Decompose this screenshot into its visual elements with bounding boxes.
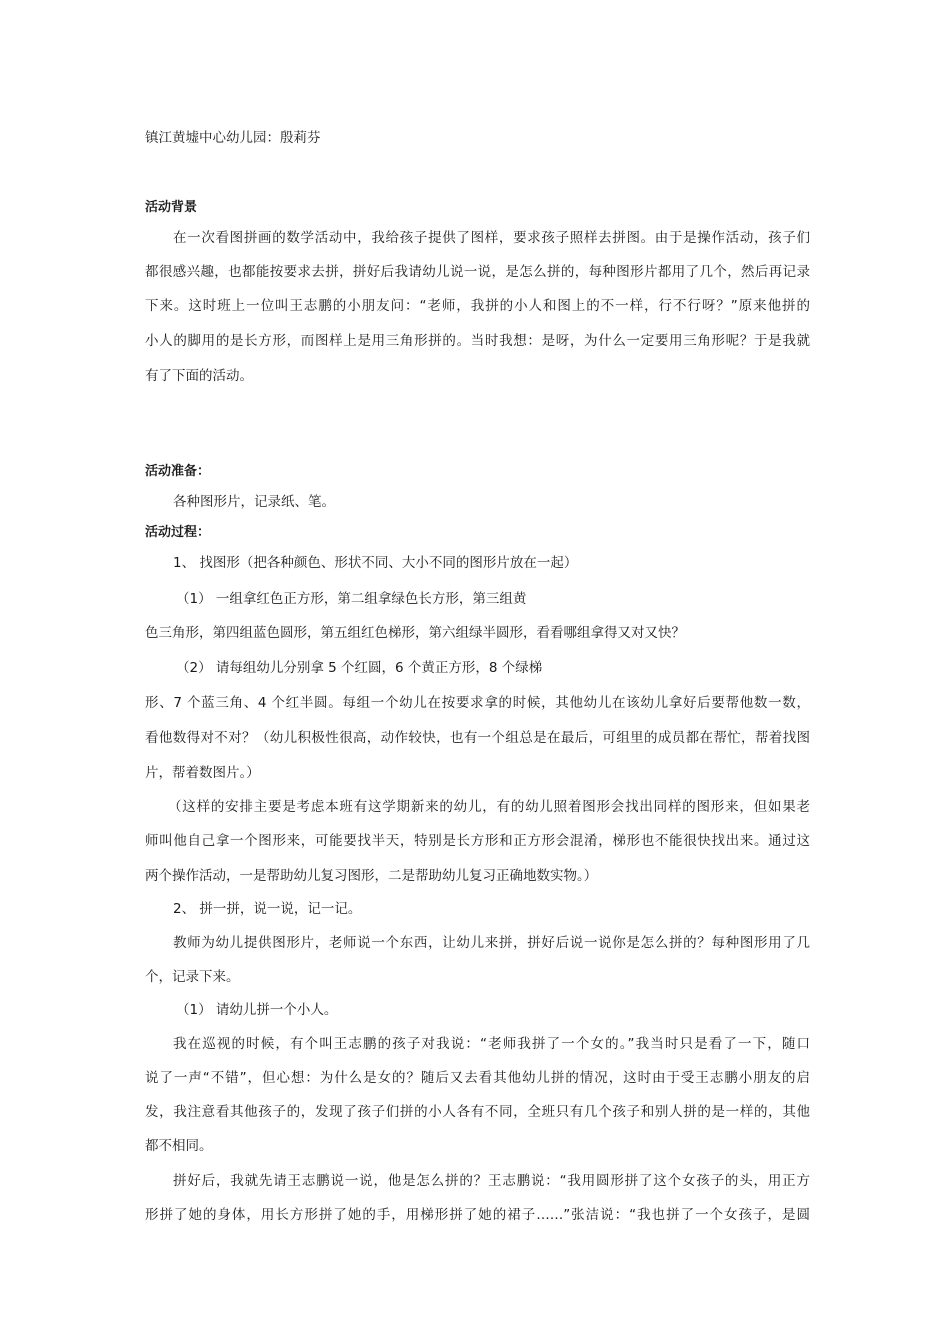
preparation-text: 各种图形片，记录纸、笔。 <box>173 494 335 510</box>
heading-process: 活动过程： <box>145 525 211 540</box>
step1-title: 1、 找图形（把各种颜色、形状不同、大小不同的图形片放在一起） <box>173 555 578 571</box>
background-line-4: 小人的脚用的是长方形，而图样上是用三角形拼的。当时我想：是呀，为什么一定要用三角形呢？于是我就 <box>145 333 810 349</box>
step1-item2-line-3: 看他数得对不对？（幼儿积极性很高，动作较快，也有一个组总是在最后，可组里的成员都在帮忙，帮着找图 <box>145 730 810 746</box>
author-line: 镇江黄墟中心幼儿园：殷莉芬 <box>145 130 321 146</box>
observe-line-2: 说了一声“不错”，但心想：为什么是女的？随后又去看其他幼儿拼的情况，这时由于受王志鹏小朋友的启 <box>145 1070 810 1086</box>
step1-item1-line-2: 色三角形，第四组蓝色圆形，第五组红色梯形，第六组绿半圆形，看看哪组拿得又对又快？ <box>145 625 685 641</box>
step2-item1: （1） 请幼儿拼一个小人。 <box>176 1002 338 1018</box>
observe-line-1: 我在巡视的时候，有个叫王志鹏的孩子对我说：“老师我拼了一个女的。”我当时只是看了一下，随口 <box>173 1036 810 1052</box>
after-line-2: 形拼了她的身体，用长方形拼了她的手，用梯形拼了她的裙子……”张洁说：“我也拼了一个女孩子，是圆 <box>145 1207 810 1223</box>
step2-title: 2、 拼一拼，说一说，记一记。 <box>173 901 362 917</box>
step2-intro-line-2: 个，记录下来。 <box>145 969 240 985</box>
after-line-1: 拼好后，我就先请王志鹏说一说，他是怎么拼的？王志鹏说：“我用圆形拼了这个女孩子的头，用正方 <box>173 1173 810 1189</box>
heading-background: 活动背景 <box>145 200 198 215</box>
note-line-2: 师叫他自己拿一个图形来，可能要找半天，特别是长方形和正方形会混淆，梯形也不能很快找出来。通过这 <box>145 833 810 849</box>
heading-preparation: 活动准备： <box>145 464 211 479</box>
note-line-3: 两个操作活动，一是帮助幼儿复习图形，二是帮助幼儿复习正确地数实物。） <box>145 868 598 884</box>
observe-line-4: 都不相同。 <box>145 1138 213 1154</box>
step2-intro-line-1: 教师为幼儿提供图形片，老师说一个东西，让幼儿来拼，拼好后说一说你是怎么拼的？每种图形用了几 <box>173 935 810 951</box>
background-line-2: 都很感兴趣，也都能按要求去拼，拼好后我请幼儿说一说，是怎么拼的，每种图形片都用了几个，然后再记录 <box>145 264 810 280</box>
background-line-1: 在一次看图拼画的数学活动中，我给孩子提供了图样，要求孩子照样去拼图。由于是操作活动，孩子们 <box>173 230 810 246</box>
observe-line-3: 发，我注意看其他孩子的，发现了孩子们拼的小人各有不同，全班只有几个孩子和别人拼的是一样的，其他 <box>145 1104 810 1120</box>
step1-item2-line-2: 形、7 个蓝三角、4 个红半圆。每组一个幼儿在按要求拿的时候，其他幼儿在该幼儿拿好后要帮他数一数， <box>145 695 810 711</box>
step1-item2-line-1: （2） 请每组幼儿分别拿 5 个红圆，6 个黄正方形，8 个绿梯 <box>176 660 543 676</box>
note-line-1: （这样的安排主要是考虑本班有这学期新来的幼儿，有的幼儿照着图形会找出同样的图形来，但如果老 <box>168 799 810 815</box>
step1-item1-line-1: （1） 一组拿红色正方形，第二组拿绿色长方形，第三组黄 <box>176 591 527 607</box>
background-line-3: 下来。这时班上一位叫王志鹏的小朋友问：“老师，我拼的小人和图上的不一样，行不行呀？”原来他拼的 <box>145 298 810 314</box>
step1-item2-line-4: 片，帮着数图片。） <box>145 765 260 781</box>
background-line-5: 有了下面的活动。 <box>145 368 253 384</box>
